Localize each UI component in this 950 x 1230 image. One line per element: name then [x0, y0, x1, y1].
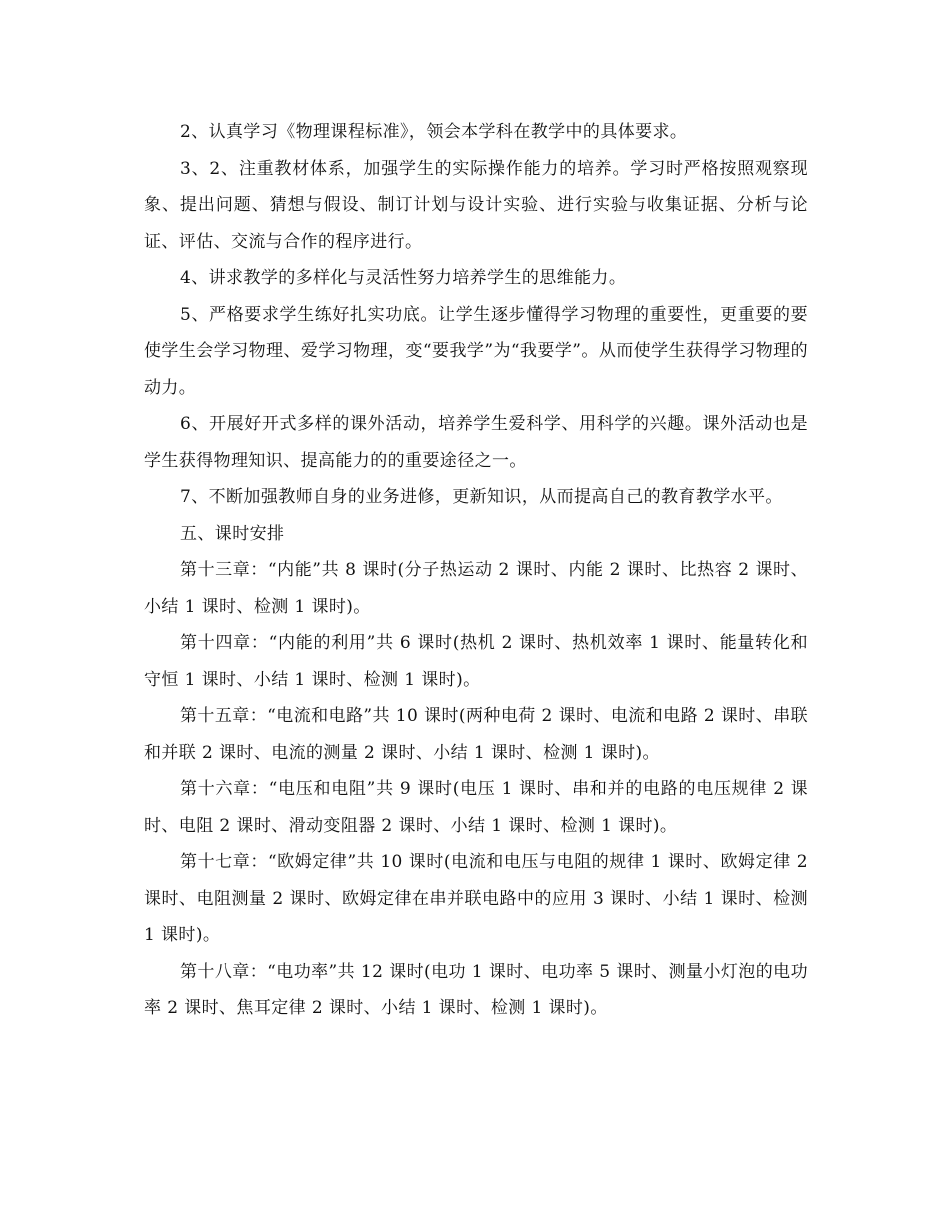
document-body: [144, 114, 808, 1027]
chapter-18-schedule: 第十八章：“电功率”共 12 课时(电功 1 课时、电功率 5 课时、测量小灯泡的电功率 2 课时、焦耳定律 2 课时、小结 1 课时、检测 1 课时)。: [144, 961, 808, 1018]
paragraph-item-7: 7、不断加强教师自身的业务进修，更新知识，从而提高自己的教育教学水平。: [180, 487, 783, 507]
chapter-17-schedule: 第十七章：“欧姆定律”共 10 课时(电流和电压与电阻的规律 1 课时、欧姆定律 2 课时、电阻测量 2 课时、欧姆定律在串并联电路中的应用 3 课时、小结 1 课时、检测 1 课时)。: [144, 852, 808, 945]
chapter-15-schedule: 第十五章：“电流和电路”共 10 课时(两种电荷 2 课时、电流和电路 2 课时、串联和并联 2 课时、电流的测量 2 课时、小结 1 课时、检测 1 课时)。: [144, 706, 808, 763]
paragraph-item-5: 5、严格要求学生练好扎实功底。让学生逐步懂得学习物理的重要性，更重要的要使学生会学习物理、爱学习物理，变“要我学”为“我要学”。从而使学生获得学习物理的动力。: [144, 304, 808, 398]
chapter-14-schedule: 第十四章：“内能的利用”共 6 课时(热机 2 课时、热机效率 1 课时、能量转化和守恒 1 课时、小结 1 课时、检测 1 课时)。: [144, 633, 808, 690]
paragraph-item-4: 4、讲求教学的多样化与灵活性努力培养学生的思维能力。: [180, 268, 627, 288]
paragraph-item-6: 6、开展好开式多样的课外活动，培养学生爱科学、用科学的兴趣。课外活动也是学生获得物理知识、提高能力的的重要途径之一。: [144, 414, 808, 471]
section-heading-schedule: 五、课时安排: [180, 523, 285, 544]
chapter-16-schedule: 第十六章：“电压和电阻”共 9 课时(电压 1 课时、串和并的电路的电压规律 2 课时、电阻 2 课时、滑动变阻器 2 课时、小结 1 课时、检测 1 课时)。: [144, 779, 808, 836]
chapter-13-schedule: 第十三章：“内能”共 8 课时(分子热运动 2 课时、内能 2 课时、比热容 2 课时、小结 1 课时、检测 1 课时)。: [144, 560, 808, 617]
paragraph-item-2: 2、认真学习《物理课程标准》，领会本学科在教学中的具体要求。: [180, 122, 688, 142]
paragraph-item-3: 3、2、注重教材体系，加强学生的实际操作能力的培养。学习时严格按照观察现象、提出问题、猜想与假设、制订计划与设计实验、进行实验与收集证据、分析与论证、评估、交流与合作的程序进行。: [144, 158, 808, 252]
